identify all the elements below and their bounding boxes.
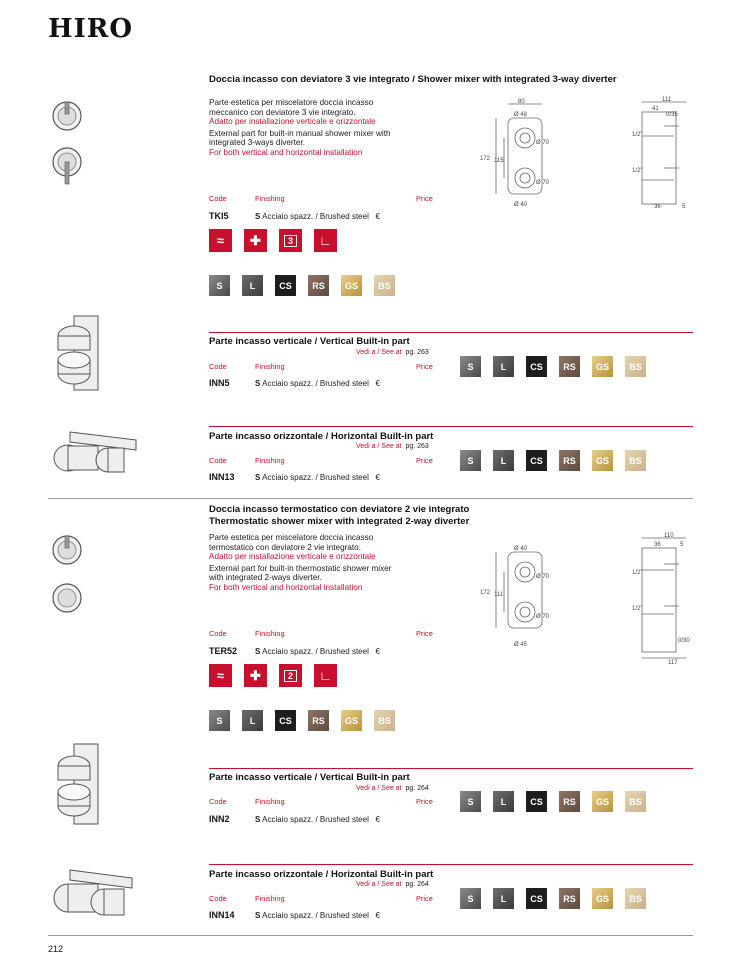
ter52-code-header: Code [209,629,227,638]
inn2-code: INN2 [209,814,230,824]
inn13-finishing-header: Finishing [255,456,285,465]
inn14-finish: S Acciaio spazz. / Brushed steel € [255,911,380,920]
swatch-s[interactable]: S [460,791,481,812]
svg-text:Ø 70: Ø 70 [536,614,550,620]
svg-text:117: 117 [668,660,678,666]
inn2-see-at: Vedi a / See at pg. 264 [356,785,429,792]
page-number: 212 [48,944,64,954]
inn5-price-header: Price [416,362,433,371]
ter52-finishing-header: Finishing [255,629,285,638]
swatch-l[interactable]: L [242,710,263,731]
swatch-gs[interactable]: GS [592,356,613,377]
ter52-code: TER52 [209,646,238,656]
svg-text:1/2": 1/2" [632,570,643,576]
swatch-cs[interactable]: CS [526,356,547,377]
swatch-l[interactable]: L [493,450,514,471]
swatch-bs[interactable]: BS [374,275,395,296]
ter52-finish: S Acciaio spazz. / Brushed steel € [255,647,380,656]
inn14-finishing-header: Finishing [255,894,285,903]
footer-divider [48,935,693,936]
inn13-price-header: Price [416,456,433,465]
inn5-finish-swatches [460,356,646,377]
svg-text:111: 111 [662,97,672,103]
section-divider [209,864,693,865]
section-title-ter52: Doccia incasso termostatico con deviatore 2 vie integrato Thermostatic shower mixer with integrated 2-way diverter [209,504,470,527]
section-divider [209,768,693,769]
swatch-s[interactable]: S [460,450,481,471]
swatch-rs[interactable]: RS [559,791,580,812]
svg-text:115: 115 [494,158,504,164]
inn13-code: INN13 [209,472,235,482]
svg-text:41: 41 [652,106,659,112]
thermostat-plus-icon: ✚ [244,664,267,687]
tki5-function-icons [209,229,337,252]
ter52-price-header: Price [416,629,433,638]
svg-text:Ø 45: Ø 45 [514,642,528,648]
ter52-finish-swatches [209,710,395,731]
inn13-code-header: Code [209,456,227,465]
swatch-rs[interactable]: RS [308,275,329,296]
inn5-code-header: Code [209,362,227,371]
swatch-s[interactable]: S [209,275,230,296]
vertical-horizontal-icon: ∟ [314,229,337,252]
inn14-price-header: Price [416,894,433,903]
waves-icon: ≈ [209,664,232,687]
section-title-inn2: Parte incasso verticale / Vertical Built-in part [209,772,410,783]
inn2-finishing-header: Finishing [255,797,285,806]
thermostat-plus-icon: ✚ [244,229,267,252]
swatch-bs[interactable]: BS [625,888,646,909]
inn5-finishing-header: Finishing [255,362,285,371]
inn2-product-image [48,742,104,826]
brand-logo: HIRO [48,14,133,44]
svg-text:Ø 40: Ø 40 [514,202,528,208]
tki5-code-header: Code [209,194,227,203]
svg-text:0/30: 0/30 [678,638,690,644]
tki5-product-image [48,96,88,191]
inn2-finish-swatches [460,791,646,812]
svg-text:Ø 40: Ø 40 [514,546,528,552]
swatch-bs[interactable]: BS [374,710,395,731]
swatch-rs[interactable]: RS [559,450,580,471]
vertical-horizontal-icon: ∟ [314,664,337,687]
svg-text:172: 172 [480,590,491,596]
section-divider [209,332,693,333]
svg-text:5: 5 [682,204,686,210]
inn2-finish: S Acciaio spazz. / Brushed steel € [255,815,380,824]
tki5-finish-swatches [209,275,395,296]
diverter-3-icon: 3 [279,229,302,252]
tki5-finishing-header: Finishing [255,194,285,203]
swatch-s[interactable]: S [209,710,230,731]
swatch-l[interactable]: L [493,356,514,377]
inn13-see-at: Vedi a / See at pg. 263 [356,443,429,450]
waves-icon: ≈ [209,229,232,252]
svg-text:5: 5 [680,542,684,548]
swatch-rs[interactable]: RS [559,888,580,909]
inn14-code-header: Code [209,894,227,903]
swatch-rs[interactable]: RS [559,356,580,377]
tki5-code: TKI5 [209,211,229,221]
svg-text:1/2": 1/2" [632,606,643,612]
swatch-l[interactable]: L [493,791,514,812]
swatch-cs[interactable]: CS [275,275,296,296]
swatch-bs[interactable]: BS [625,791,646,812]
inn14-code: INN14 [209,910,235,920]
tki5-technical-drawing [474,96,704,216]
inn2-price-header: Price [416,797,433,806]
svg-text:0/35: 0/35 [666,112,678,118]
svg-text:172: 172 [480,156,491,162]
inn13-finish-swatches [460,450,646,471]
svg-text:Ø 70: Ø 70 [536,574,550,580]
ter52-technical-drawing [474,530,704,666]
swatch-l[interactable]: L [242,275,263,296]
section-title-inn14: Parte incasso orizzontale / Horizontal Built-in part [209,869,434,880]
swatch-gs[interactable]: GS [592,791,613,812]
svg-text:36: 36 [654,542,661,548]
section-title-inn13: Parte incasso orizzontale / Horizontal Built-in part [209,431,434,442]
inn14-finish-swatches [460,888,646,909]
inn2-code-header: Code [209,797,227,806]
ter52-description: Parte estetica per miscelatore doccia incasso termostatico con deviatore 2 vie integrato. Adatto per installazione verticale e orizzontale External part for built-in thermostatic shower mixer with integrated 2-ways diverter. For both vertical and horizontal installation [209,533,392,592]
inn5-code: INN5 [209,378,230,388]
section-title-tki5: Doccia incasso con deviatore 3 vie integrato / Shower mixer with integrated 3-way diverter [209,74,617,85]
tki5-description: Parte estetica per miscelatore doccia incasso meccanico con deviatore 3 vie integrato. Adatto per installazione verticale e orizzontale External part for built-in manual shower mixer with integrated 3-ways diverter. For both vertical and horizontal installation [209,98,391,157]
section-divider [48,498,693,499]
ter52-product-image [48,532,88,618]
swatch-gs[interactable]: GS [341,275,362,296]
inn5-product-image [48,314,104,392]
inn5-see-at: Vedi a / See at pg. 263 [356,349,429,356]
swatch-rs[interactable]: RS [308,710,329,731]
swatch-gs[interactable]: GS [592,450,613,471]
svg-text:80: 80 [518,99,525,105]
swatch-gs[interactable]: GS [592,888,613,909]
inn5-finish: S Acciaio spazz. / Brushed steel € [255,379,380,388]
swatch-s[interactable]: S [460,888,481,909]
svg-text:110: 110 [664,533,674,539]
swatch-bs[interactable]: BS [625,356,646,377]
svg-text:1/2": 1/2" [632,132,643,138]
inn14-see-at: Vedi a / See at pg. 264 [356,881,429,888]
inn13-product-image [48,428,140,476]
inn14-product-image [48,864,140,920]
tki5-price-header: Price [416,194,433,203]
section-divider [209,426,693,427]
tki5-finish: S Acciaio spazz. / Brushed steel € [255,212,380,221]
swatch-cs[interactable]: CS [526,791,547,812]
svg-text:36: 36 [654,204,661,210]
svg-text:111: 111 [494,592,504,598]
swatch-cs[interactable]: CS [526,450,547,471]
diverter-2-icon: 2 [279,664,302,687]
section-title-inn5: Parte incasso verticale / Vertical Built-in part [209,336,410,347]
inn13-finish: S Acciaio spazz. / Brushed steel € [255,473,380,482]
swatch-s[interactable]: S [460,356,481,377]
svg-text:Ø 48: Ø 48 [514,112,528,118]
ter52-function-icons [209,664,337,687]
swatch-bs[interactable]: BS [625,450,646,471]
svg-text:Ø 70: Ø 70 [536,180,550,186]
swatch-cs[interactable]: CS [275,710,296,731]
swatch-cs[interactable]: CS [526,888,547,909]
svg-text:1/2": 1/2" [632,168,643,174]
swatch-l[interactable]: L [493,888,514,909]
svg-text:Ø 70: Ø 70 [536,140,550,146]
swatch-gs[interactable]: GS [341,710,362,731]
